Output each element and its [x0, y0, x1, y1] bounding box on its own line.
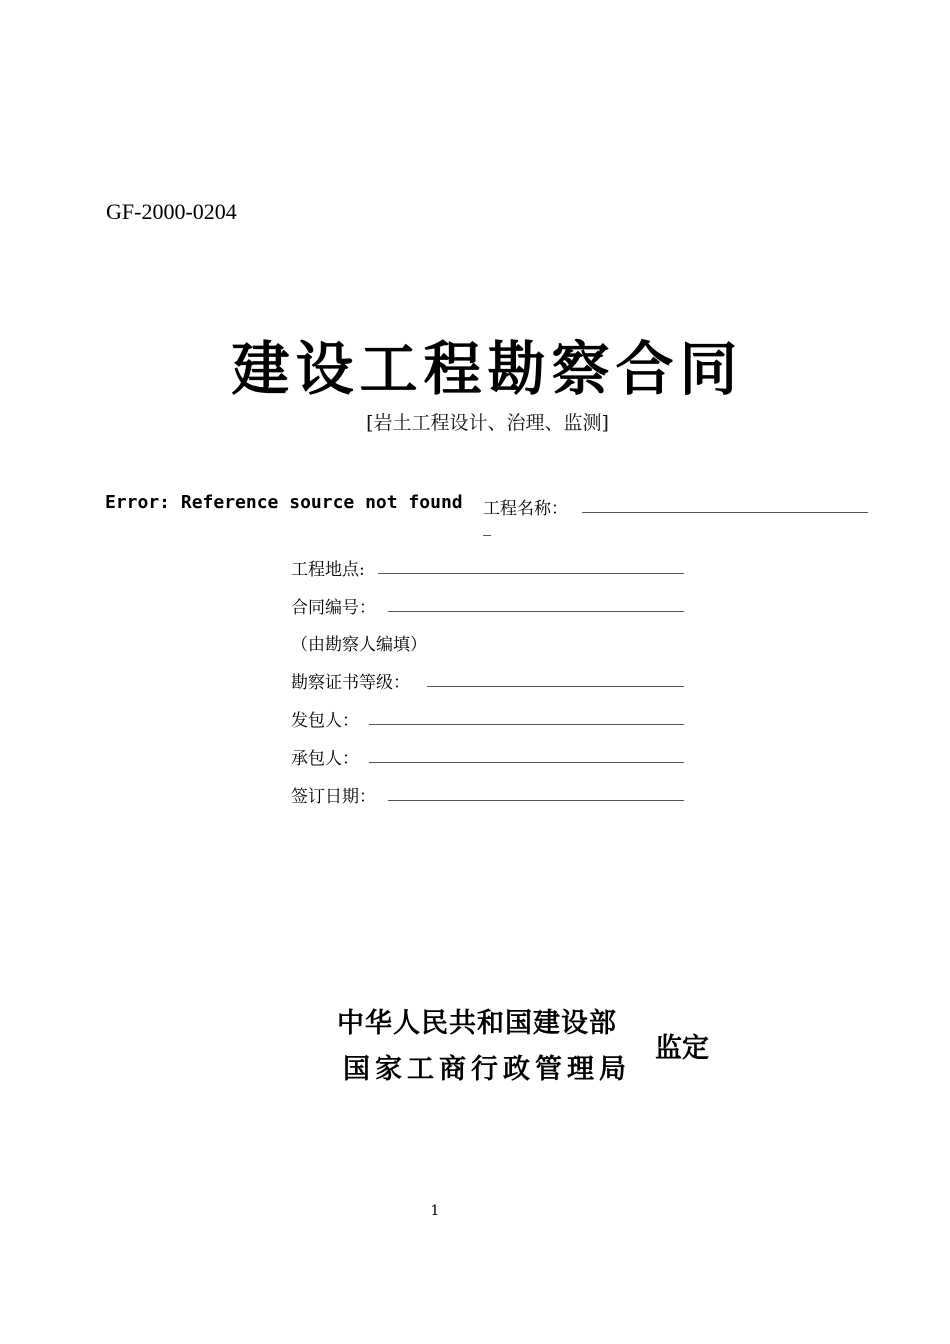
project-name-label: 工程名称： [483, 499, 568, 519]
certificate-grade-blank [427, 686, 684, 687]
page-number: 1 [430, 1203, 440, 1219]
contract-number-blank [388, 611, 684, 612]
project-location-label: 工程地点: [291, 560, 365, 580]
certificate-grade-label: 勘察证书等级： [291, 673, 410, 693]
authority-industry-commerce-bureau: 国家工商行政管理局 [343, 1054, 631, 1085]
contract-number-note: （由勘察人编填） [291, 635, 427, 655]
project-name-blank [582, 512, 868, 513]
contractor-blank [369, 762, 684, 763]
contract-number-label: 合同编号： [291, 598, 376, 618]
project-location-blank [378, 573, 684, 574]
project-name-blank-continuation [483, 535, 491, 536]
employer-label: 发包人： [291, 711, 359, 731]
page-subtitle: [岩土工程设计、治理、监测] [366, 412, 609, 434]
form-code: GF-2000-0204 [106, 199, 237, 224]
signing-date-blank [388, 800, 684, 801]
signing-date-label: 签订日期： [291, 787, 376, 807]
authority-ministry-of-construction: 中华人民共和国建设部 [337, 1008, 617, 1039]
reference-error-text: Error: Reference source not found [105, 492, 463, 513]
contractor-label: 承包人： [291, 749, 359, 769]
page-title: 建设工程勘察合同 [231, 335, 744, 403]
employer-blank [369, 724, 684, 725]
approval-mark: 监定 [655, 1033, 709, 1064]
